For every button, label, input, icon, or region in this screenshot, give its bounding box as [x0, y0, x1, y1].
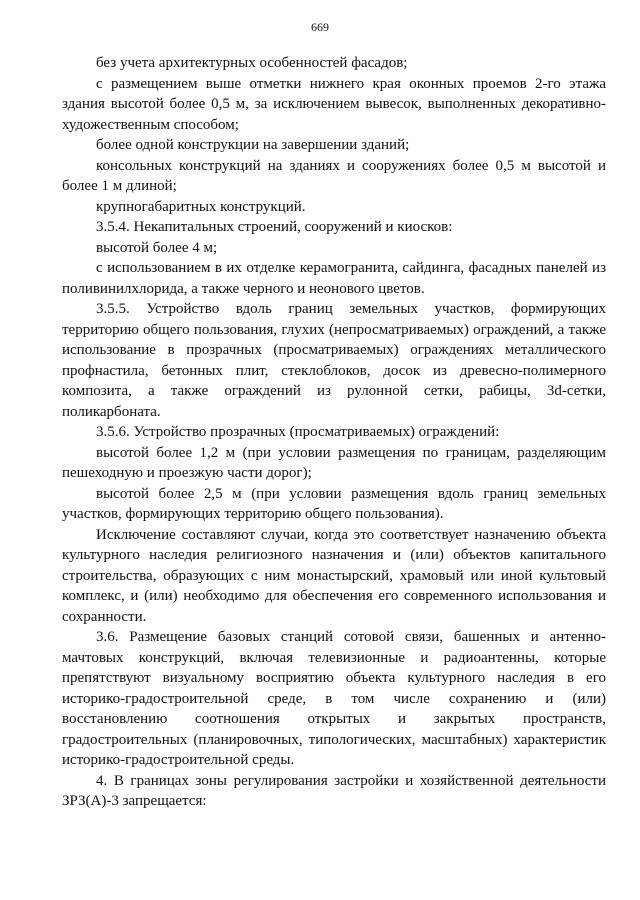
paragraph-section-4: 4. В границах зоны регулирования застройки и хозяйственной деятельности ЗРЗ(А)-3 запрещается: [62, 772, 606, 809]
paragraph-exception: Исключение составляют случаи, когда это соответствует назначению объекта культурного наследия религиозного назначения и (или) объектов капитального строительства, образующих с ним монастырский, храмовый или иной культовый комплекс, и (или) необходимо для обеспечения его современного использования и сохранности. [62, 526, 606, 625]
paragraph-window-mark: с размещением выше отметки нижнего края оконных проемов 2-го этажа здания высотой более 0,5 м, за исключением вывесок, выполненных декоративно-художественным способом; [62, 75, 606, 133]
paragraph-roof-constructions: более одной конструкции на завершении зданий; [96, 137, 410, 153]
paragraph-height-2-5m: высотой более 2,5 м (при условии размещения вдоль границ земельных участков, формирующих территорию общего пользования). [62, 485, 606, 522]
paragraph-section-3-6: 3.6. Размещение базовых станций сотовой связи, башенных и антенно-мачтовых конструкций, включая телевизионные и радиоантенны, которые препятствуют визуальному восприятию объекта культурного наследия в его историко-градостроительной среде, в том числе сохранению и (или) восстановлению соотношения открытых и закрытых пространств, градостроительных (планировочных, типологических, масштабных) характеристик историко-градостроительной среды. [62, 629, 606, 768]
paragraph-large-constructions: крупногабаритных конструкций. [96, 198, 306, 215]
paragraph-section-3-5-6: 3.5.6. Устройство прозрачных (просматриваемых) ограждений: [96, 424, 500, 440]
paragraph-height-1-2m: высотой более 1,2 м (при условии размещения по границам, разделяющим пешеходную и проезжую части дорог); [62, 444, 606, 481]
paragraph-finishing-materials: с использованием в их отделке керамогранита, сайдинга, фасадных панелей из поливинилхлорида, а также черного и неонового цветов. [62, 260, 606, 297]
paragraph-section-3-5-5: 3.5.5. Устройство вдоль границ земельных участков, формирующих территорию общего пользования, глухих (непросматриваемых) ограждений, а также использование в прозрачных (просматриваемых) ограждениях металлического профнастила, бетонных плит, стеклоблоков, досок из древесно-полимерного композита, а также ограждений из рулонной сетки, рабицы, 3d-сетки, поликарбоната. [62, 301, 606, 420]
paragraph-height-4m: высотой более 4 м; [96, 239, 218, 256]
page-number: 669 [311, 20, 329, 34]
paragraph-console-constructions: консольных конструкций на зданиях и сооружениях более 0,5 м высотой и более 1 м длиной; [62, 157, 606, 194]
document-body [62, 53, 606, 812]
paragraph-section-3-5-4: 3.5.4. Некапитальных строений, сооружений и киосков: [96, 219, 453, 235]
paragraph-facade-features: без учета архитектурных особенностей фасадов; [96, 55, 408, 71]
